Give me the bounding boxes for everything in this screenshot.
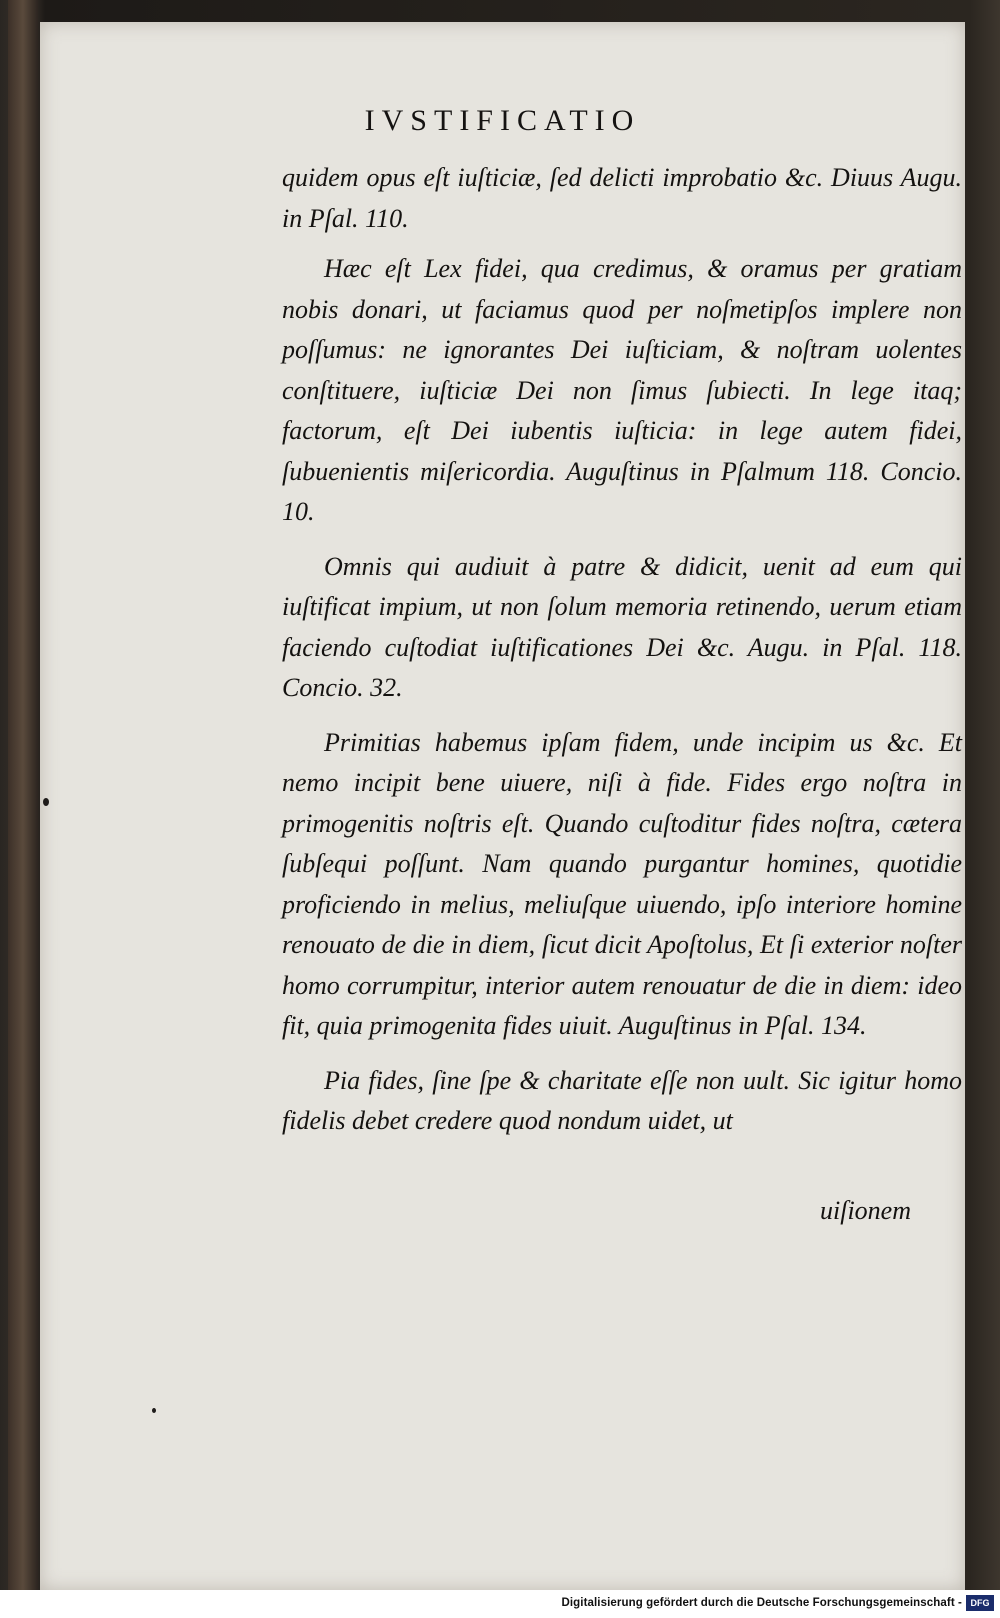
speck-mark [152, 1408, 156, 1413]
paragraph-1: quidem opus eſt iuſticiæ, ſed delicti improbatio &c. Diuus Augu. in Pſal. 110. [282, 163, 962, 233]
paragraph-4: Primitias habemus ipſam fidem, unde incipim us &c. Et nemo incipit bene uiuere, niſi à fide. Fides ergo noſtra in primogenitis noſtris eſt. Quando cuſtoditur fides noſtra, cætera ſubſequi poſſunt. Nam quando purgantur homines, quotidie proficiendo in melius, meliuſque uiuendo, ipſo interiore homine renouato de die in diem, ſicut dicit Apoſtolus, Et ſi exterior noſter homo corrumpitur, interior autem renouatur de die in diem: ideo fit, quia primogenita fides uiuit. Auguſtinus in Pſal. 134. [282, 727, 962, 1040]
page-header: IVSTIFICATIO [364, 104, 641, 137]
paragraph-2: Hæc eſt Lex fidei, qua credimus, & oramus per gratiam nobis donari, ut faciamus quod per noſmetipſos implere non poſſumus: ne ignorantes Dei iuſticiam, & noſtram uolentes conſtituere, iuſticiæ Dei non ſimus ſubiecti. In lege itaq; factorum, eſt Dei iubentis iuſticia: in lege autem fidei, ſubuenientis miſericordia. Auguſtinus in Pſalmum 118. Concio. 10. [282, 254, 962, 526]
paragraph-5: Pia fides, ſine ſpe & charitate eſſe non uult. Sic igitur homo fidelis debet credere quod nondum uidet, ut [282, 1065, 962, 1135]
paragraph-3: Omnis qui audiuit à patre & didicit, uenit ad eum qui iuſtificat impium, ut non ſolum memoria retinendo, uerum etiam faciendo cuſtodiat iuſtificationes Dei &c. Augu. in Pſal. 118. Concio. 32. [282, 551, 962, 702]
catchword: uiſionem [820, 1196, 911, 1225]
footer-bar [0, 1590, 1000, 1618]
book-binding [8, 0, 38, 1618]
page-text [282, 158, 962, 1156]
margin-mark [43, 798, 49, 806]
funding-credit: Digitalisierung gefördert durch die Deutsche Forschungsgemeinschaft - [561, 1597, 962, 1609]
dfg-logo-icon: DFG [966, 1595, 994, 1611]
